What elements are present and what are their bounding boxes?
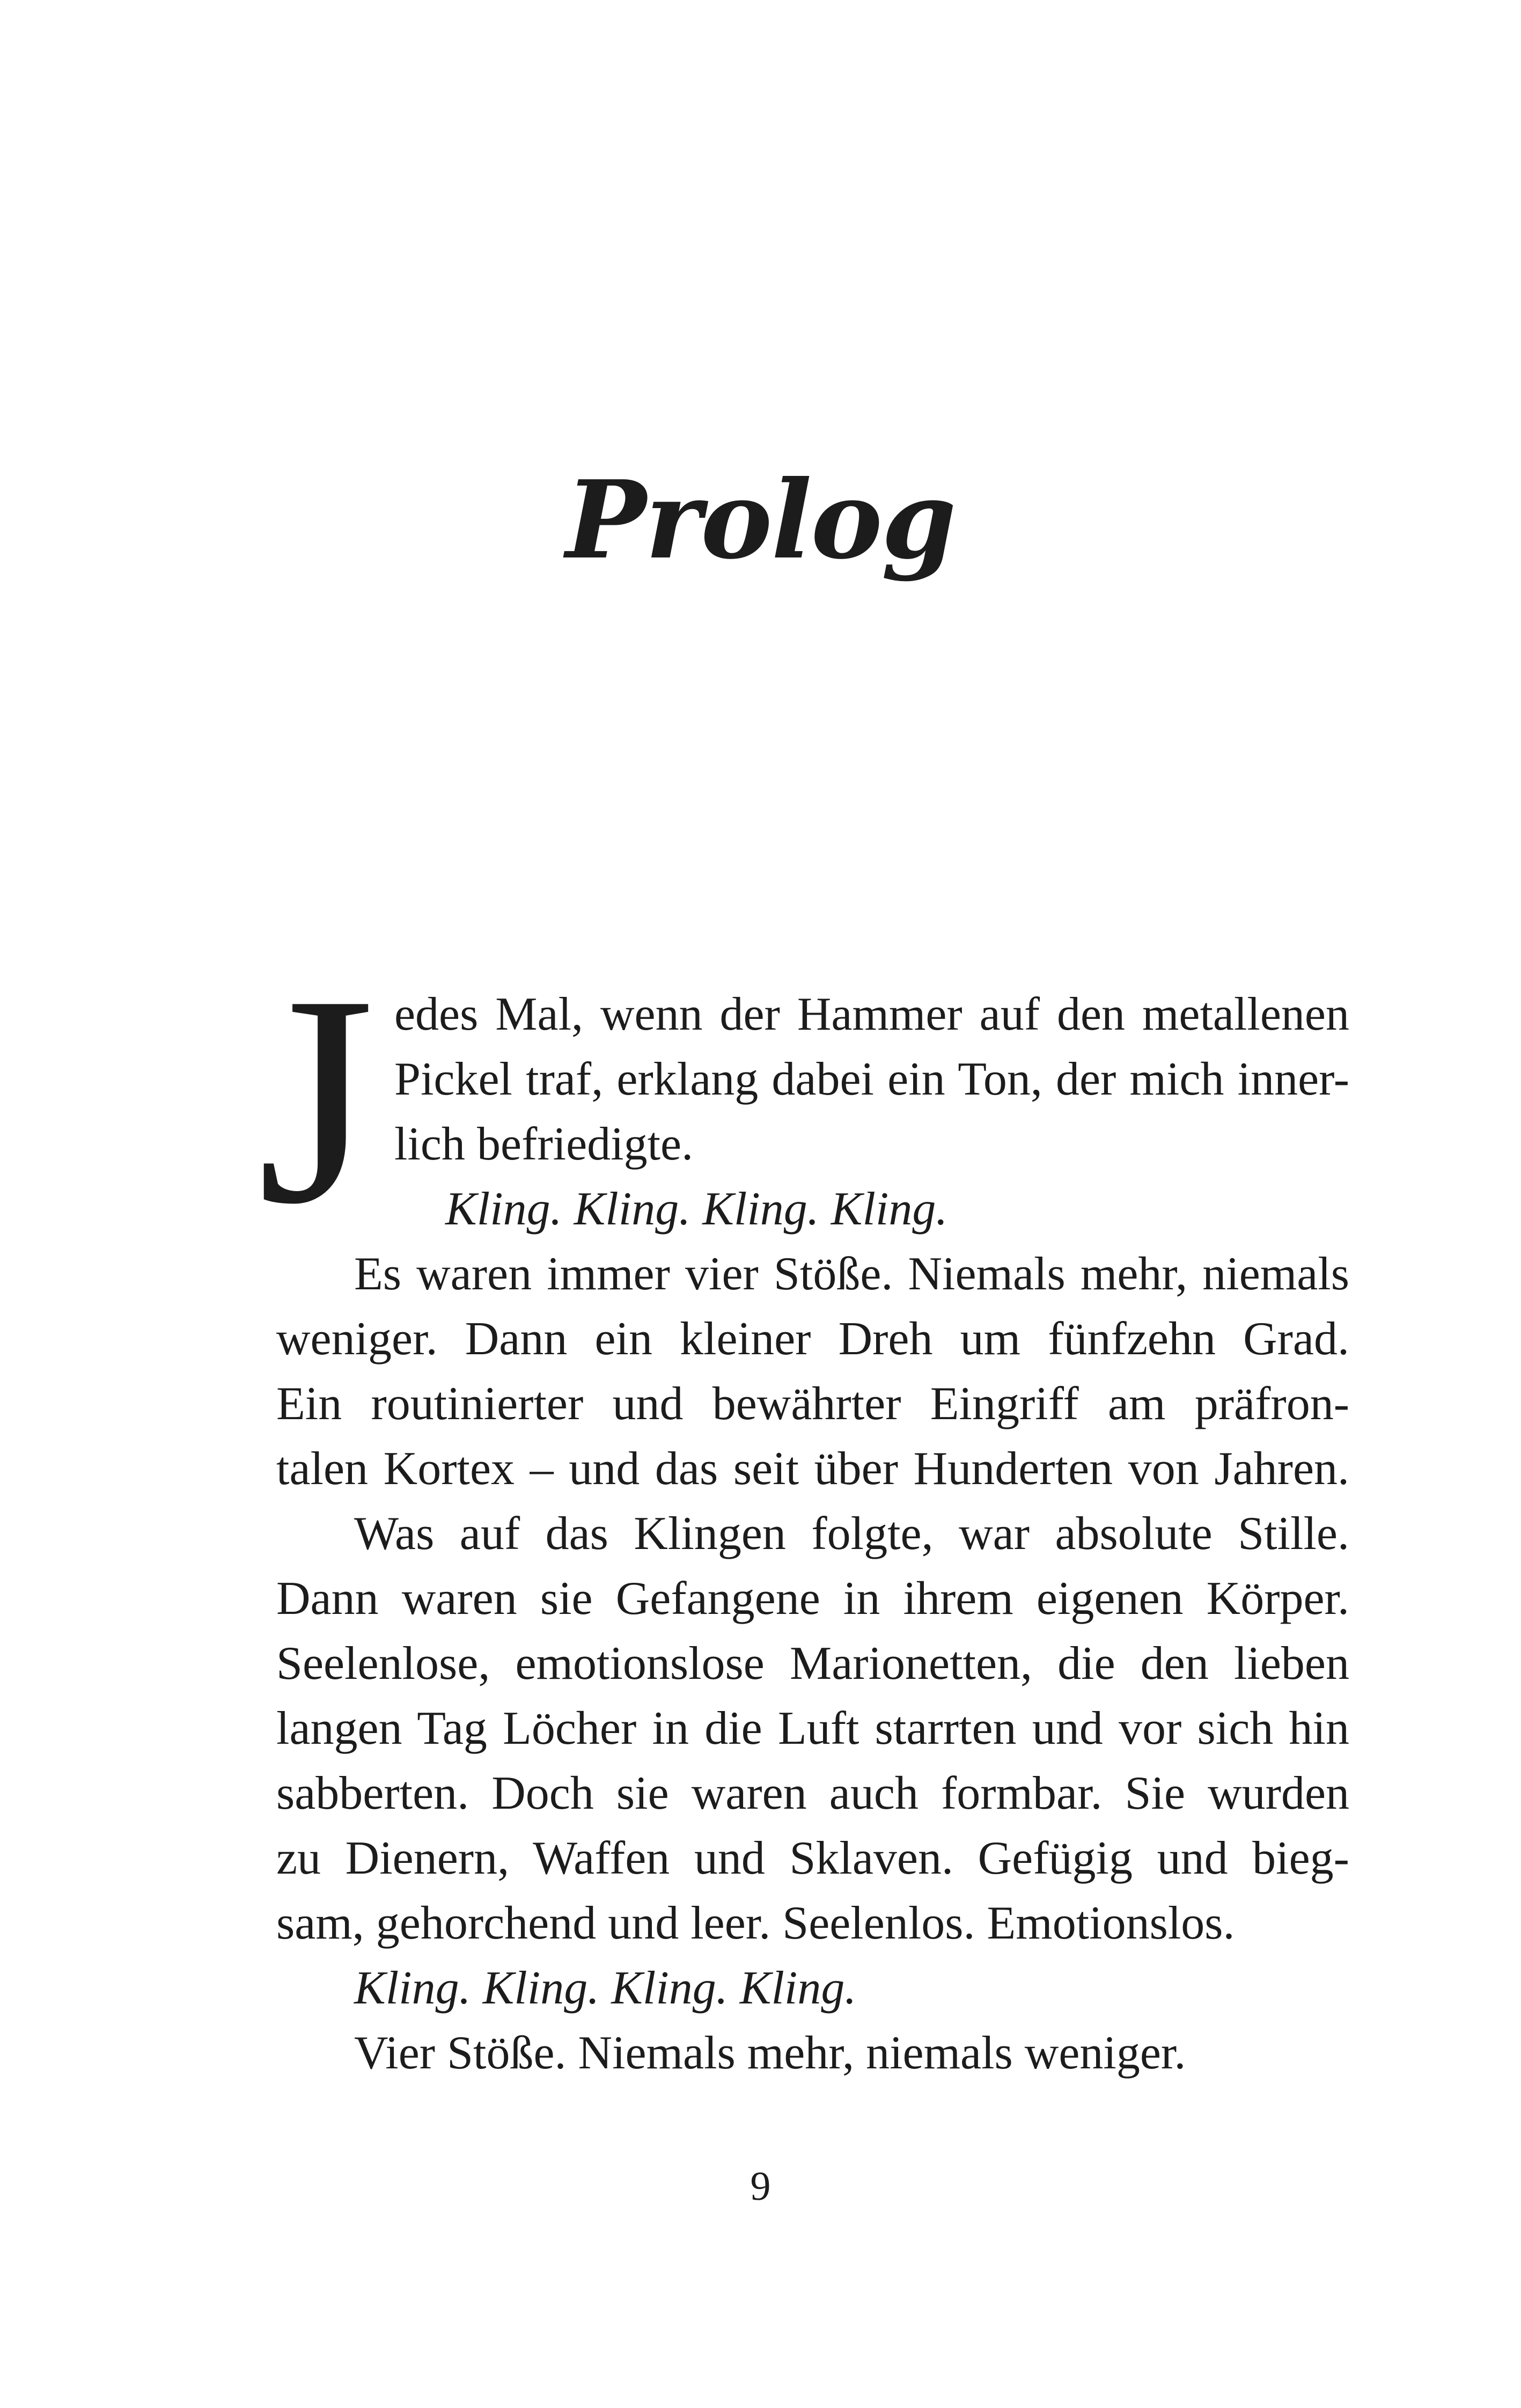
text-line: weniger. Dann ein kleiner Dreh um fünfzehn Grad. [276, 1313, 1349, 1365]
text-line: edes Mal, wenn der Hammer auf den metallenen [394, 988, 1349, 1040]
text-line: Was auf das Klingen folgte, war absolute Stille. [354, 1508, 1349, 1560]
page-number: 9 [750, 2164, 771, 2209]
text-line: lich befriedigte. [394, 1118, 694, 1170]
text-line: Dann waren sie Gefangene in ihrem eigenen Körper. [276, 1573, 1349, 1625]
text-line: Ein routinierter und bewährter Eingriff am präfron- [276, 1378, 1349, 1430]
text-line: langen Tag Löcher in die Luft starrten und vor sich hin [276, 1702, 1349, 1754]
text-line: talen Kortex – und das seit über Hunderten von Jahren. [276, 1443, 1349, 1495]
text-line: Pickel traf, erklang dabei ein Ton, der mich inner- [394, 1053, 1349, 1105]
body-text [276, 982, 1349, 2086]
drop-cap: J [258, 934, 374, 1266]
text-line: Seelenlose, emotionslose Marionetten, die den lieben [276, 1638, 1349, 1690]
text-line: sabberten. Doch sie waren auch formbar. Sie wurden [276, 1767, 1349, 1819]
text-line: zu Dienern, Waffen und Sklaven. Gefügig und bieg- [276, 1832, 1349, 1884]
text-line: Vier Stöße. Niemals mehr, niemals weniger. [354, 2027, 1186, 2079]
text-line-italic: Kling. Kling. Kling. Kling. [354, 1962, 857, 2014]
text-line-italic: Kling. Kling. Kling. Kling. [445, 1183, 948, 1235]
text-line: Es waren immer vier Stöße. Niemals mehr, niemals [354, 1248, 1349, 1300]
chapter-title: Prolog [565, 457, 956, 583]
text-line: sam, gehorchend und leer. Seelenlos. Emotionslos. [276, 1897, 1235, 1949]
